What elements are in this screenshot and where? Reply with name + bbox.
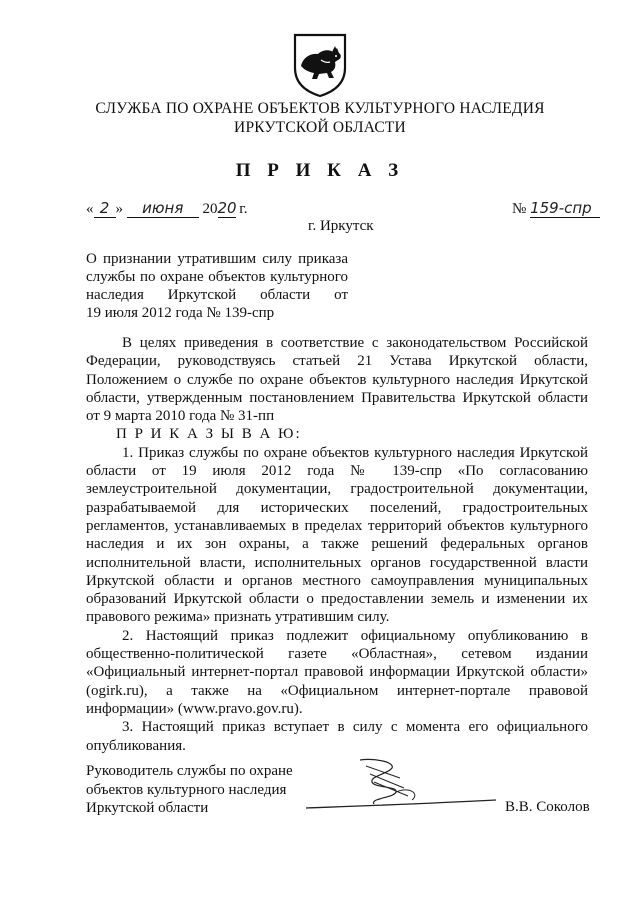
organization-name-line2: ИРКУТСКОЙ ОБЛАСТИ — [234, 119, 406, 136]
order-item-2: 2. Настоящий приказ подлежит официальному опубликованию в общественно-политической газете «Областная», сетевом издании «Официальный интернет-портал правовой информации Иркутской области» (ogirk.ru), а также на «Официальном интернет-портале правовой информации» (www.pravo.gov.ru). — [86, 627, 588, 717]
date-month: июня — [127, 199, 199, 218]
date-day: 2 — [94, 199, 116, 218]
document-body — [86, 334, 588, 755]
document-number — [512, 199, 600, 218]
order-item-1: 1. Приказ службы по охране объектов культурного наследия Иркутской области от 19 июля 2012 года № 139-спр «По согласованию землеустроительной документации, градостроительной документации, разрабатываемой для исторических поселений, градостроительных регламентов, устанавливаемых в пределах территорий объектов культурного наследия и их зон охраны, а также решений федеральных органов исполнительной власти, исполнительных органов государственной власти Иркутской области и органов местного самоуправления муниципальных образований Иркутской области о предоставлении земель и изменении их правового режима» признать утратившим силу. — [86, 444, 588, 626]
date-open-quote: « — [86, 201, 94, 217]
city: г. Иркутск — [308, 218, 374, 234]
signatory-title-line: объектов культурного наследия — [86, 781, 287, 798]
signatory-title — [86, 762, 293, 818]
date-year-prefix: 20 — [202, 201, 218, 217]
subject-line: О признании утратившим силу приказа — [86, 251, 348, 267]
subject-line: наследия Иркутской области от — [86, 287, 348, 303]
order-item-3: 3. Настоящий приказ вступает в силу с момента его официального опубликования. — [86, 719, 588, 754]
orders-heading: П Р И К А З Ы В А Ю: — [116, 426, 302, 443]
date-year-suffix: 20 — [217, 199, 237, 217]
coat-of-arms-icon — [291, 32, 349, 98]
signature-icon — [300, 748, 500, 818]
subject-line: службы по охране объектов культурного — [86, 269, 348, 285]
signatory-title-line: Руководитель службы по охране — [86, 763, 293, 779]
document-type-title: П Р И К А З — [235, 160, 405, 181]
number-value: 159-спр — [530, 199, 600, 218]
signatory-name: В.В. Соколов — [505, 799, 590, 815]
subject-line: 19 июля 2012 года № 139-спр — [86, 305, 275, 321]
date-close-quote: » — [115, 201, 123, 217]
number-label: № — [512, 201, 527, 217]
date-year-unit: г. — [239, 201, 248, 217]
preamble-paragraph: В целях приведения в соответствие с законодательством Российской Федерации, руководствуясь статьей 21 Устава Иркутской области, Положением о службе по охране объектов культурного наследия Иркутской области, утвержденным постановлением Правительства Иркутской области от 9 марта 2010 года № 31-пп — [86, 335, 588, 425]
signatory-title-line: Иркутской области — [86, 800, 209, 816]
document-date — [86, 199, 247, 218]
document-subject — [86, 250, 348, 322]
organization-name-line1: СЛУЖБА ПО ОХРАНЕ ОБЪЕКТОВ КУЛЬТУРНОГО НАСЛЕДИЯ — [95, 100, 545, 117]
